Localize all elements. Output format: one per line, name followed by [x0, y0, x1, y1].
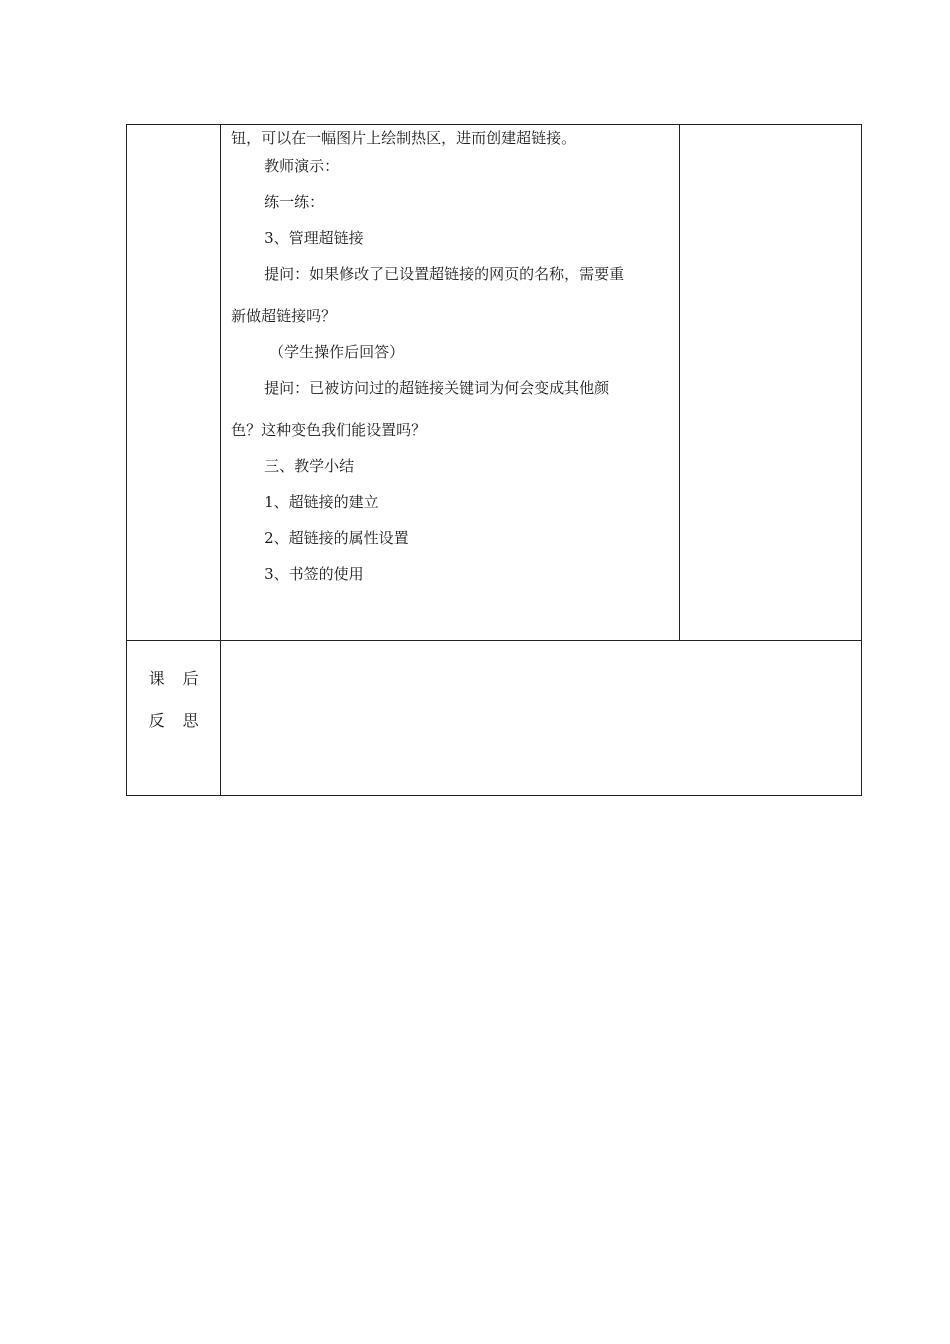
reflection-row: [127, 641, 862, 796]
lesson-plan-table: [126, 124, 862, 796]
reflection-char: 反: [148, 711, 165, 730]
reflection-content-cell: [221, 641, 862, 796]
content-line: 三、教学小结: [264, 457, 355, 475]
content-line: 3、书签的使用: [264, 565, 364, 583]
content-line: 2、超链接的属性设置: [264, 529, 409, 547]
reflection-char: 后: [182, 669, 199, 688]
teaching-process-row: [127, 125, 862, 641]
reflection-label-line: [127, 667, 220, 709]
content-line: （学生操作后回答）: [269, 343, 405, 361]
reflection-label-cell: [127, 641, 221, 796]
content-line: 教师演示：: [264, 157, 340, 175]
content-line: 钮，可以在一幅图片上绘制热区，进而创建超链接。: [231, 129, 577, 147]
reflection-char: 课: [148, 669, 165, 688]
content-line: 色？这种变色我们能设置吗？: [231, 421, 427, 439]
content-line: 提问：已被访问过的超链接关键词为何会变成其他颜: [264, 379, 610, 397]
content-line: 3、管理超链接: [264, 229, 364, 247]
teaching-content-cell: [221, 125, 680, 641]
content-line: 新做超链接吗？: [231, 307, 337, 325]
reflection-char: 思: [182, 711, 199, 730]
reflection-label-line: [127, 709, 220, 751]
notes-cell-empty: [679, 125, 861, 641]
content-line: 1、超链接的建立: [264, 493, 379, 511]
content-line: 提问：如果修改了已设置超链接的网页的名称，需要重: [264, 265, 625, 283]
row-label-cell-empty: [127, 125, 221, 641]
content-line: 练一练：: [264, 193, 325, 211]
